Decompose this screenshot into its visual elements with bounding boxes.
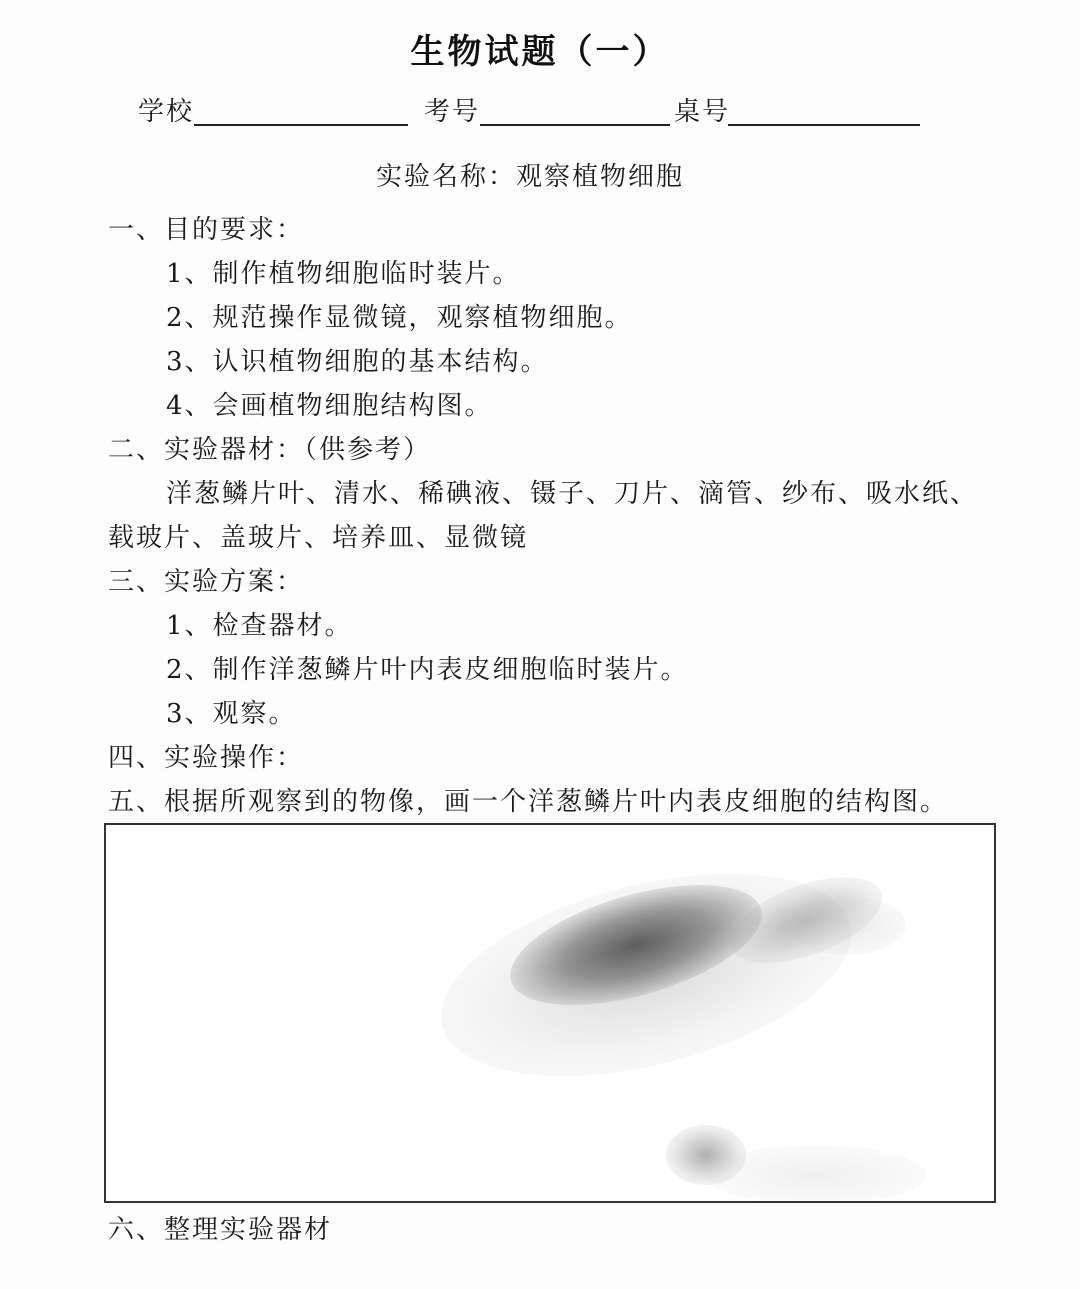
section6-heading: 六、整理实验器材 [108,1215,333,1245]
school-blank-line[interactable] [194,124,408,126]
desk-no-field [674,94,730,130]
section3-item: 1、检查器材。 [166,611,353,641]
ink-smudge [666,1125,746,1185]
section3-item: 3、观察。 [166,699,297,729]
exam-no-field [424,94,480,130]
section1-item: 3、认识植物细胞的基本结构。 [166,347,549,377]
section1-heading: 一、目的要求： [108,215,305,245]
section2-heading: 二、实验器材：（供参考） [108,435,432,465]
section4-heading: 四、实验操作： [108,743,305,773]
section1-item: 2、规范操作显微镜，观察植物细胞。 [166,303,633,333]
materials-line: 洋葱鳞片叶、清水、稀碘液、镊子、刀片、滴管、纱布、吸水纸、 [166,479,979,509]
school-field [138,94,194,130]
section3-item: 2、制作洋葱鳞片叶内表皮细胞临时装片。 [166,655,689,685]
section5-heading: 五、根据所观察到的物像，画一个洋葱鳞片叶内表皮细胞的结构图。 [108,787,949,817]
experiment-name: 实验名称：观察植物细胞 [375,162,684,192]
drawing-answer-box[interactable] [104,823,996,1203]
ink-smudge [420,837,871,1113]
exam-no-label: 考号 [424,97,481,127]
ink-smudge [497,861,774,1029]
materials-line: 载玻片、盖玻片、培养皿、显微镜 [108,523,529,553]
page-title: 生物试题（一） [410,32,670,72]
ink-smudge [786,895,906,955]
desk-no-blank-line[interactable] [728,124,920,126]
section1-item: 1、制作植物细胞临时装片。 [166,259,521,289]
exam-no-blank-line[interactable] [480,124,670,126]
ink-smudge [706,1145,926,1203]
student-info-row [138,94,938,134]
section3-heading: 三、实验方案： [108,567,305,597]
school-label: 学校 [138,97,195,127]
ink-smudge [719,860,893,981]
section1-item: 4、会画植物细胞结构图。 [166,391,493,421]
desk-no-label: 桌号 [674,97,731,127]
